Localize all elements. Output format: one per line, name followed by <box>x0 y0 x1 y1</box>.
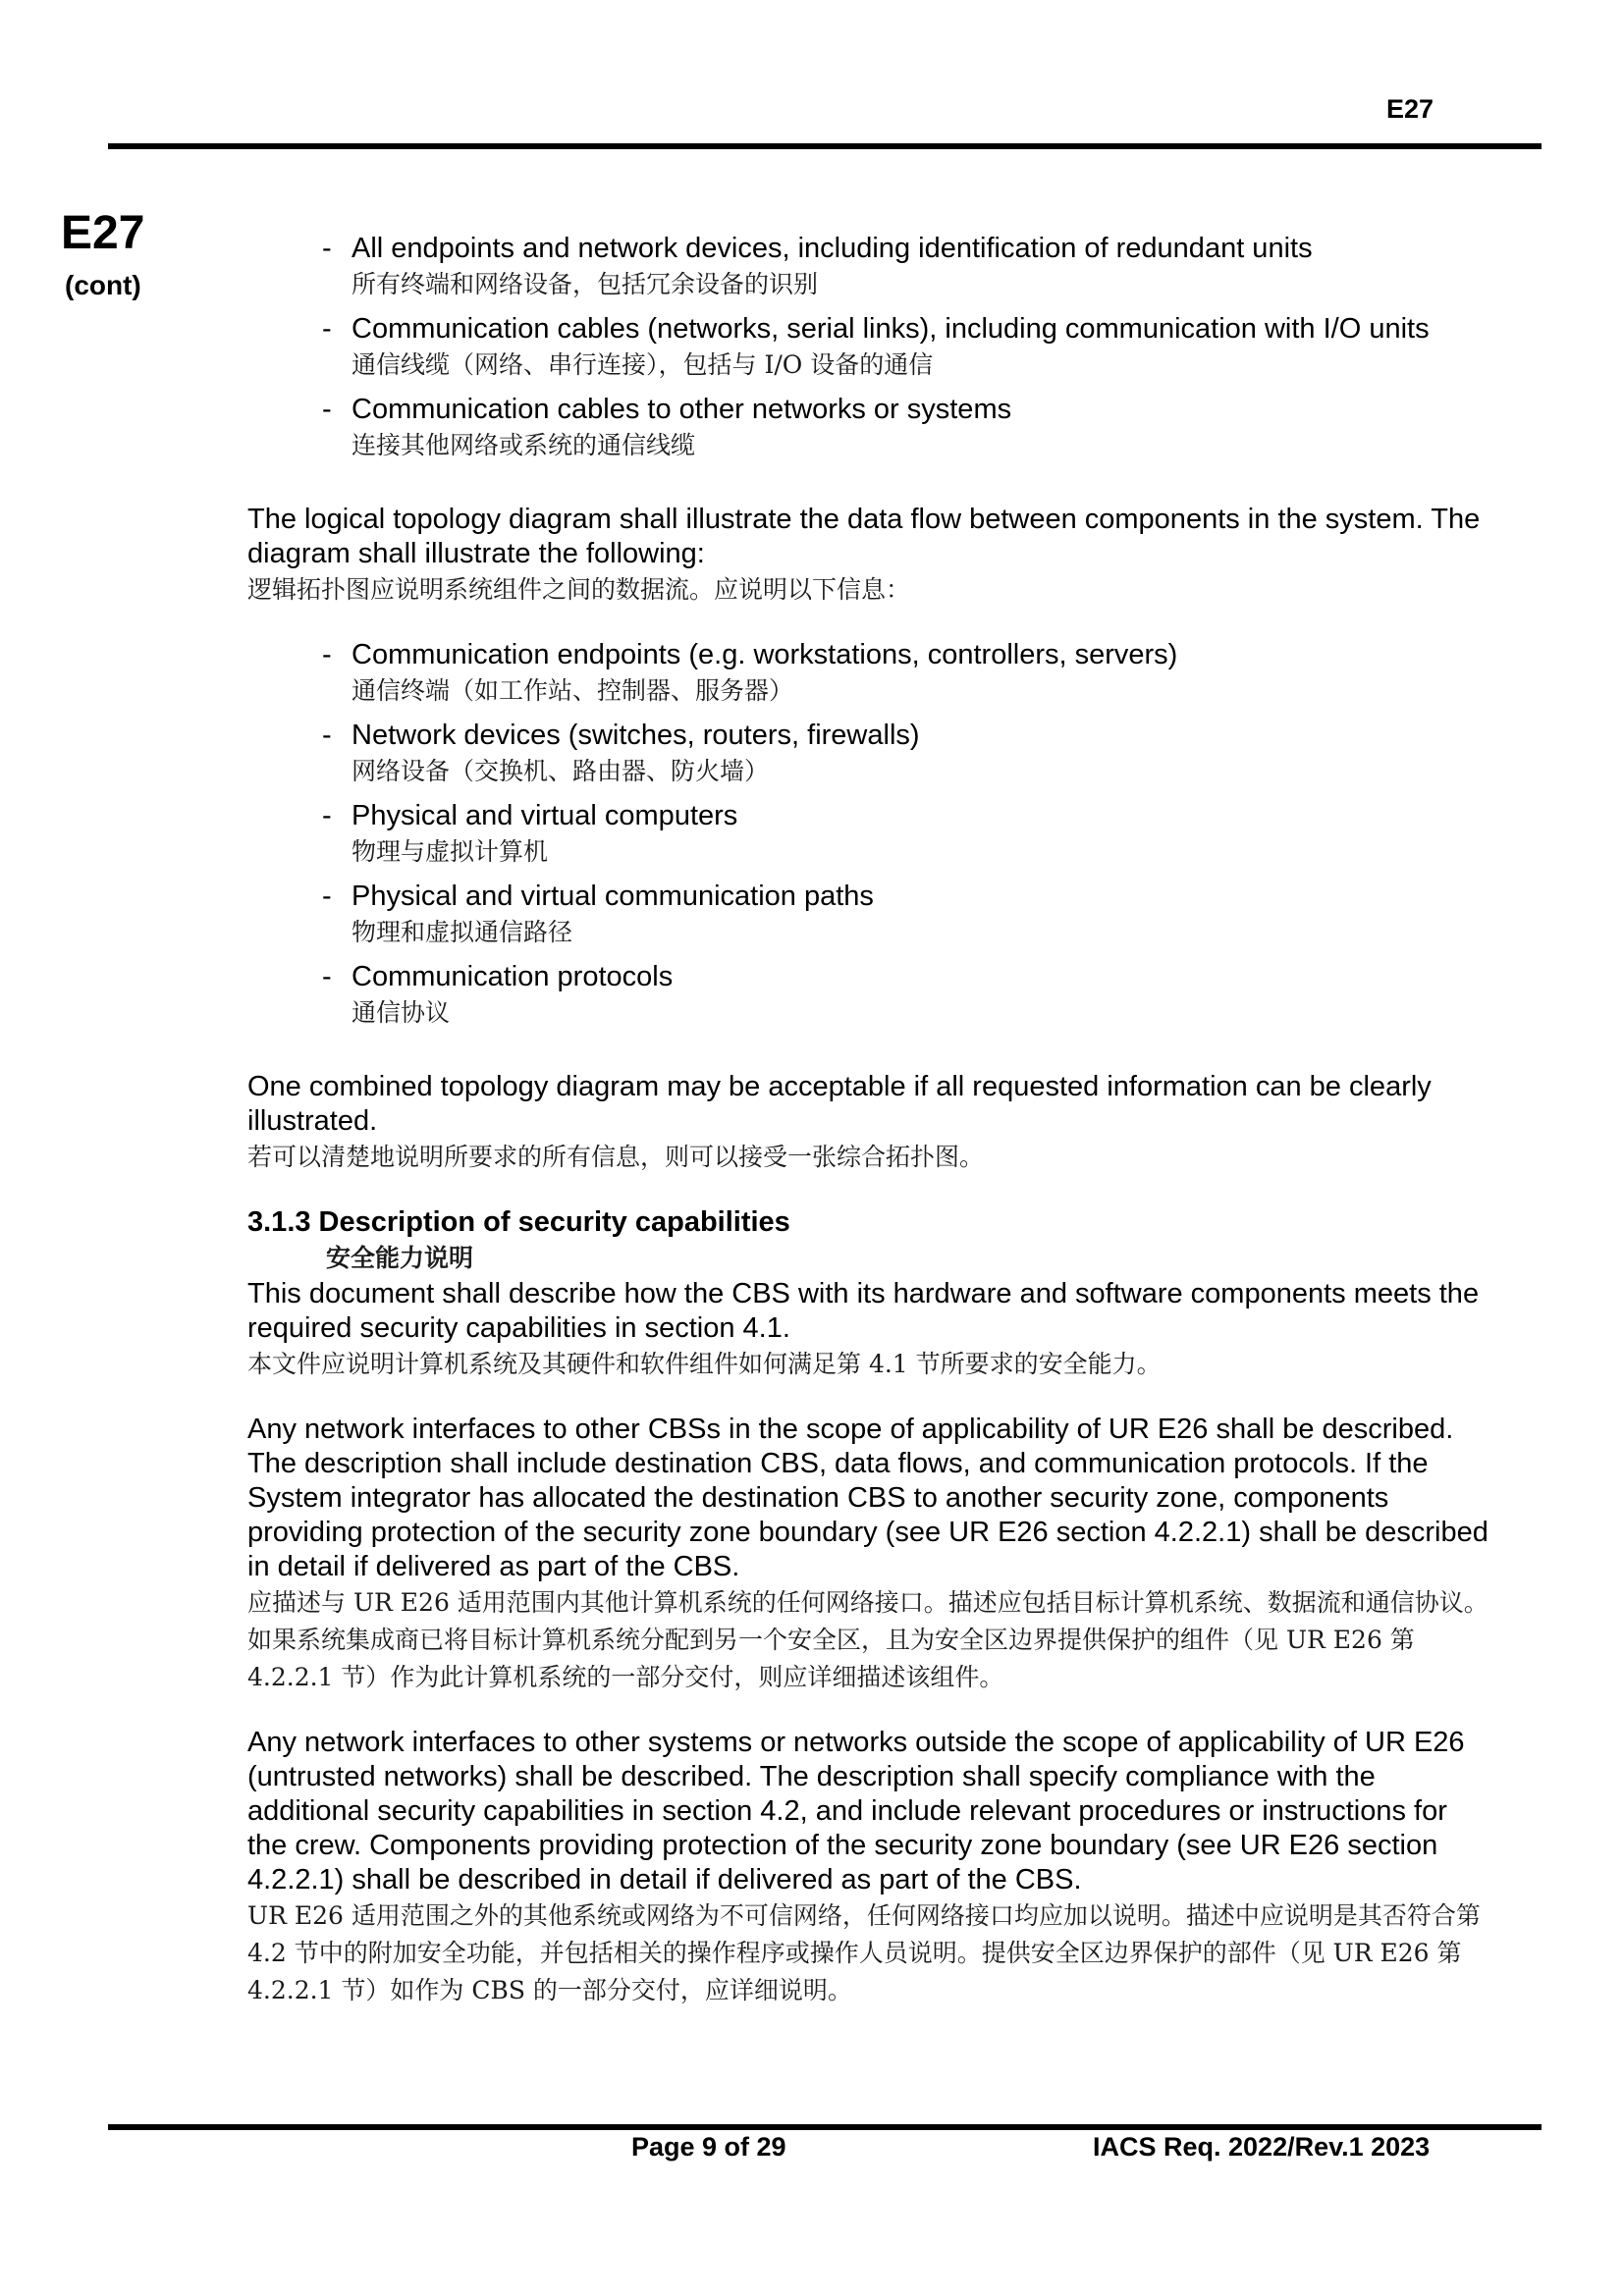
network-interfaces-translation: 应描述与 UR E26 适用范围内其他计算机系统的任何网络接口。描述应包括目标计算机系统、数据流和通信协议。如果系统集成商已将目标计算机系统分配到另一个安全区，且为安全区边界提供保护的组件（见 UR E26 第 4.2.2.1 节）作为此计算机系统的一部分交付，则应详细描述该组件。 <box>247 1588 1488 1691</box>
combined-diagram-translation: 若可以清楚地说明所要求的所有信息，则可以接受一张综合拓扑图。 <box>247 1143 985 1171</box>
list-item <box>322 393 1494 464</box>
logical-topology-translation: 逻辑拓扑图应说明系统组件之间的数据流。应说明以下信息： <box>247 575 911 604</box>
logical-topology-paragraph: The logical topology diagram shall illustrate the data flow between components in the system. The diagram shall illustrate the following: <box>247 504 1481 569</box>
dash-bullet: - <box>322 881 332 912</box>
list-item-text: All endpoints and network devices, including identification of redundant units <box>352 233 1313 264</box>
untrusted-networks-paragraph: Any network interfaces to other systems or networks outside the scope of applicability of UR E26 (untrusted networks) shall be described. The description shall specify compliance with the additional security capabilities in section 4.2, and include relevant procedures or instructions for the crew. Components providing protection of the security zone boundary (see UR E26 section 4.2.2.1) shall be described in detail if delivered as part of the CBS. <box>247 1727 1465 1896</box>
dash-bullet: - <box>322 639 332 670</box>
list-item-text: Communication endpoints (e.g. workstations, controllers, servers) <box>352 639 1178 670</box>
section-heading: 3.1.3 Description of security capabilities <box>247 1206 790 1238</box>
list-item-translation: 网络设备（交换机、路由器、防火墙） <box>352 757 770 785</box>
dash-bullet: - <box>322 800 332 831</box>
network-interfaces-paragraph: Any network interfaces to other CBSs in the scope of applicability of UR E26 shall be described. The description shall include destination CBS, data flows, and communication protocols. If the System integrator has allocated the destination CBS to another security zone, components providing protection of the security zone boundary (see UR E26 section 4.2.2.1) shall be described in detail if delivered as part of the CBS. <box>247 1414 1488 1582</box>
section-heading-translation: 安全能力说明 <box>326 1244 474 1272</box>
list-item <box>322 799 1494 871</box>
list-item <box>322 638 1494 710</box>
list-item <box>322 232 1494 303</box>
list-item-text: Physical and virtual computers <box>352 800 738 831</box>
dash-bullet: - <box>322 961 332 992</box>
list-item <box>322 312 1494 384</box>
list-item-translation: 通信线缆（网络、串行连接），包括与 I/O 设备的通信 <box>352 350 934 379</box>
untrusted-networks-translation: UR E26 适用范围之外的其他系统或网络为不可信网络，任何网络接口均应加以说明。描述中应说明是其否符合第 4.2 节中的附加安全功能，并包括相关的操作程序或操作人员说明。提供安全区边界保护的部件（见 UR E26 第 4.2.2.1 节）如作为 CBS 的一部分交付，应详细说明。 <box>247 1901 1481 2004</box>
header-rule <box>108 143 1542 149</box>
list-item-text: Physical and virtual communication paths <box>352 881 874 912</box>
dash-bullet: - <box>322 394 332 425</box>
dash-bullet: - <box>322 233 332 264</box>
dash-bullet: - <box>322 720 332 751</box>
list-item <box>322 880 1494 951</box>
list-item <box>322 719 1494 790</box>
diagram-elements-list <box>247 638 1494 1032</box>
list-item-text: Communication cables (networks, serial links), including communication with I/O units <box>352 313 1430 345</box>
list-item-text: Communication protocols <box>352 961 674 992</box>
side-cont-label: (cont) <box>65 270 141 300</box>
document-reference: IACS Req. 2022/Rev.1 2023 <box>1093 2132 1431 2162</box>
page-number: Page 9 of 29 <box>631 2132 786 2162</box>
endpoint-list <box>247 232 1494 464</box>
list-item-text: Network devices (switches, routers, firewalls) <box>352 720 920 751</box>
list-item <box>322 960 1494 1032</box>
header-document-code: E27 <box>1385 94 1434 124</box>
side-document-code: E27 <box>61 207 145 259</box>
combined-diagram-paragraph: One combined topology diagram may be acceptable if all requested information can be clearly illustrated. <box>247 1071 1432 1137</box>
list-item-translation: 通信协议 <box>352 998 451 1027</box>
list-item-translation: 物理和虚拟通信路径 <box>352 918 573 946</box>
list-item-translation: 连接其他网络或系统的通信线缆 <box>352 431 696 459</box>
section-intro-translation: 本文件应说明计算机系统及其硬件和软件组件如何满足第 4.1 节所要求的安全能力。 <box>247 1350 1162 1378</box>
section-intro-paragraph: This document shall describe how the CBS with its hardware and software components meets the required security capabilities in section 4.1. <box>247 1278 1480 1344</box>
dash-bullet: - <box>322 313 332 345</box>
list-item-text: Communication cables to other networks or systems <box>352 394 1012 425</box>
page-content <box>247 232 1494 2009</box>
list-item-translation: 所有终端和网络设备，包括冗余设备的识别 <box>352 270 819 298</box>
list-item-translation: 通信终端（如工作站、控制器、服务器） <box>352 676 794 705</box>
footer-rule <box>108 2124 1542 2130</box>
list-item-translation: 物理与虚拟计算机 <box>352 837 549 866</box>
